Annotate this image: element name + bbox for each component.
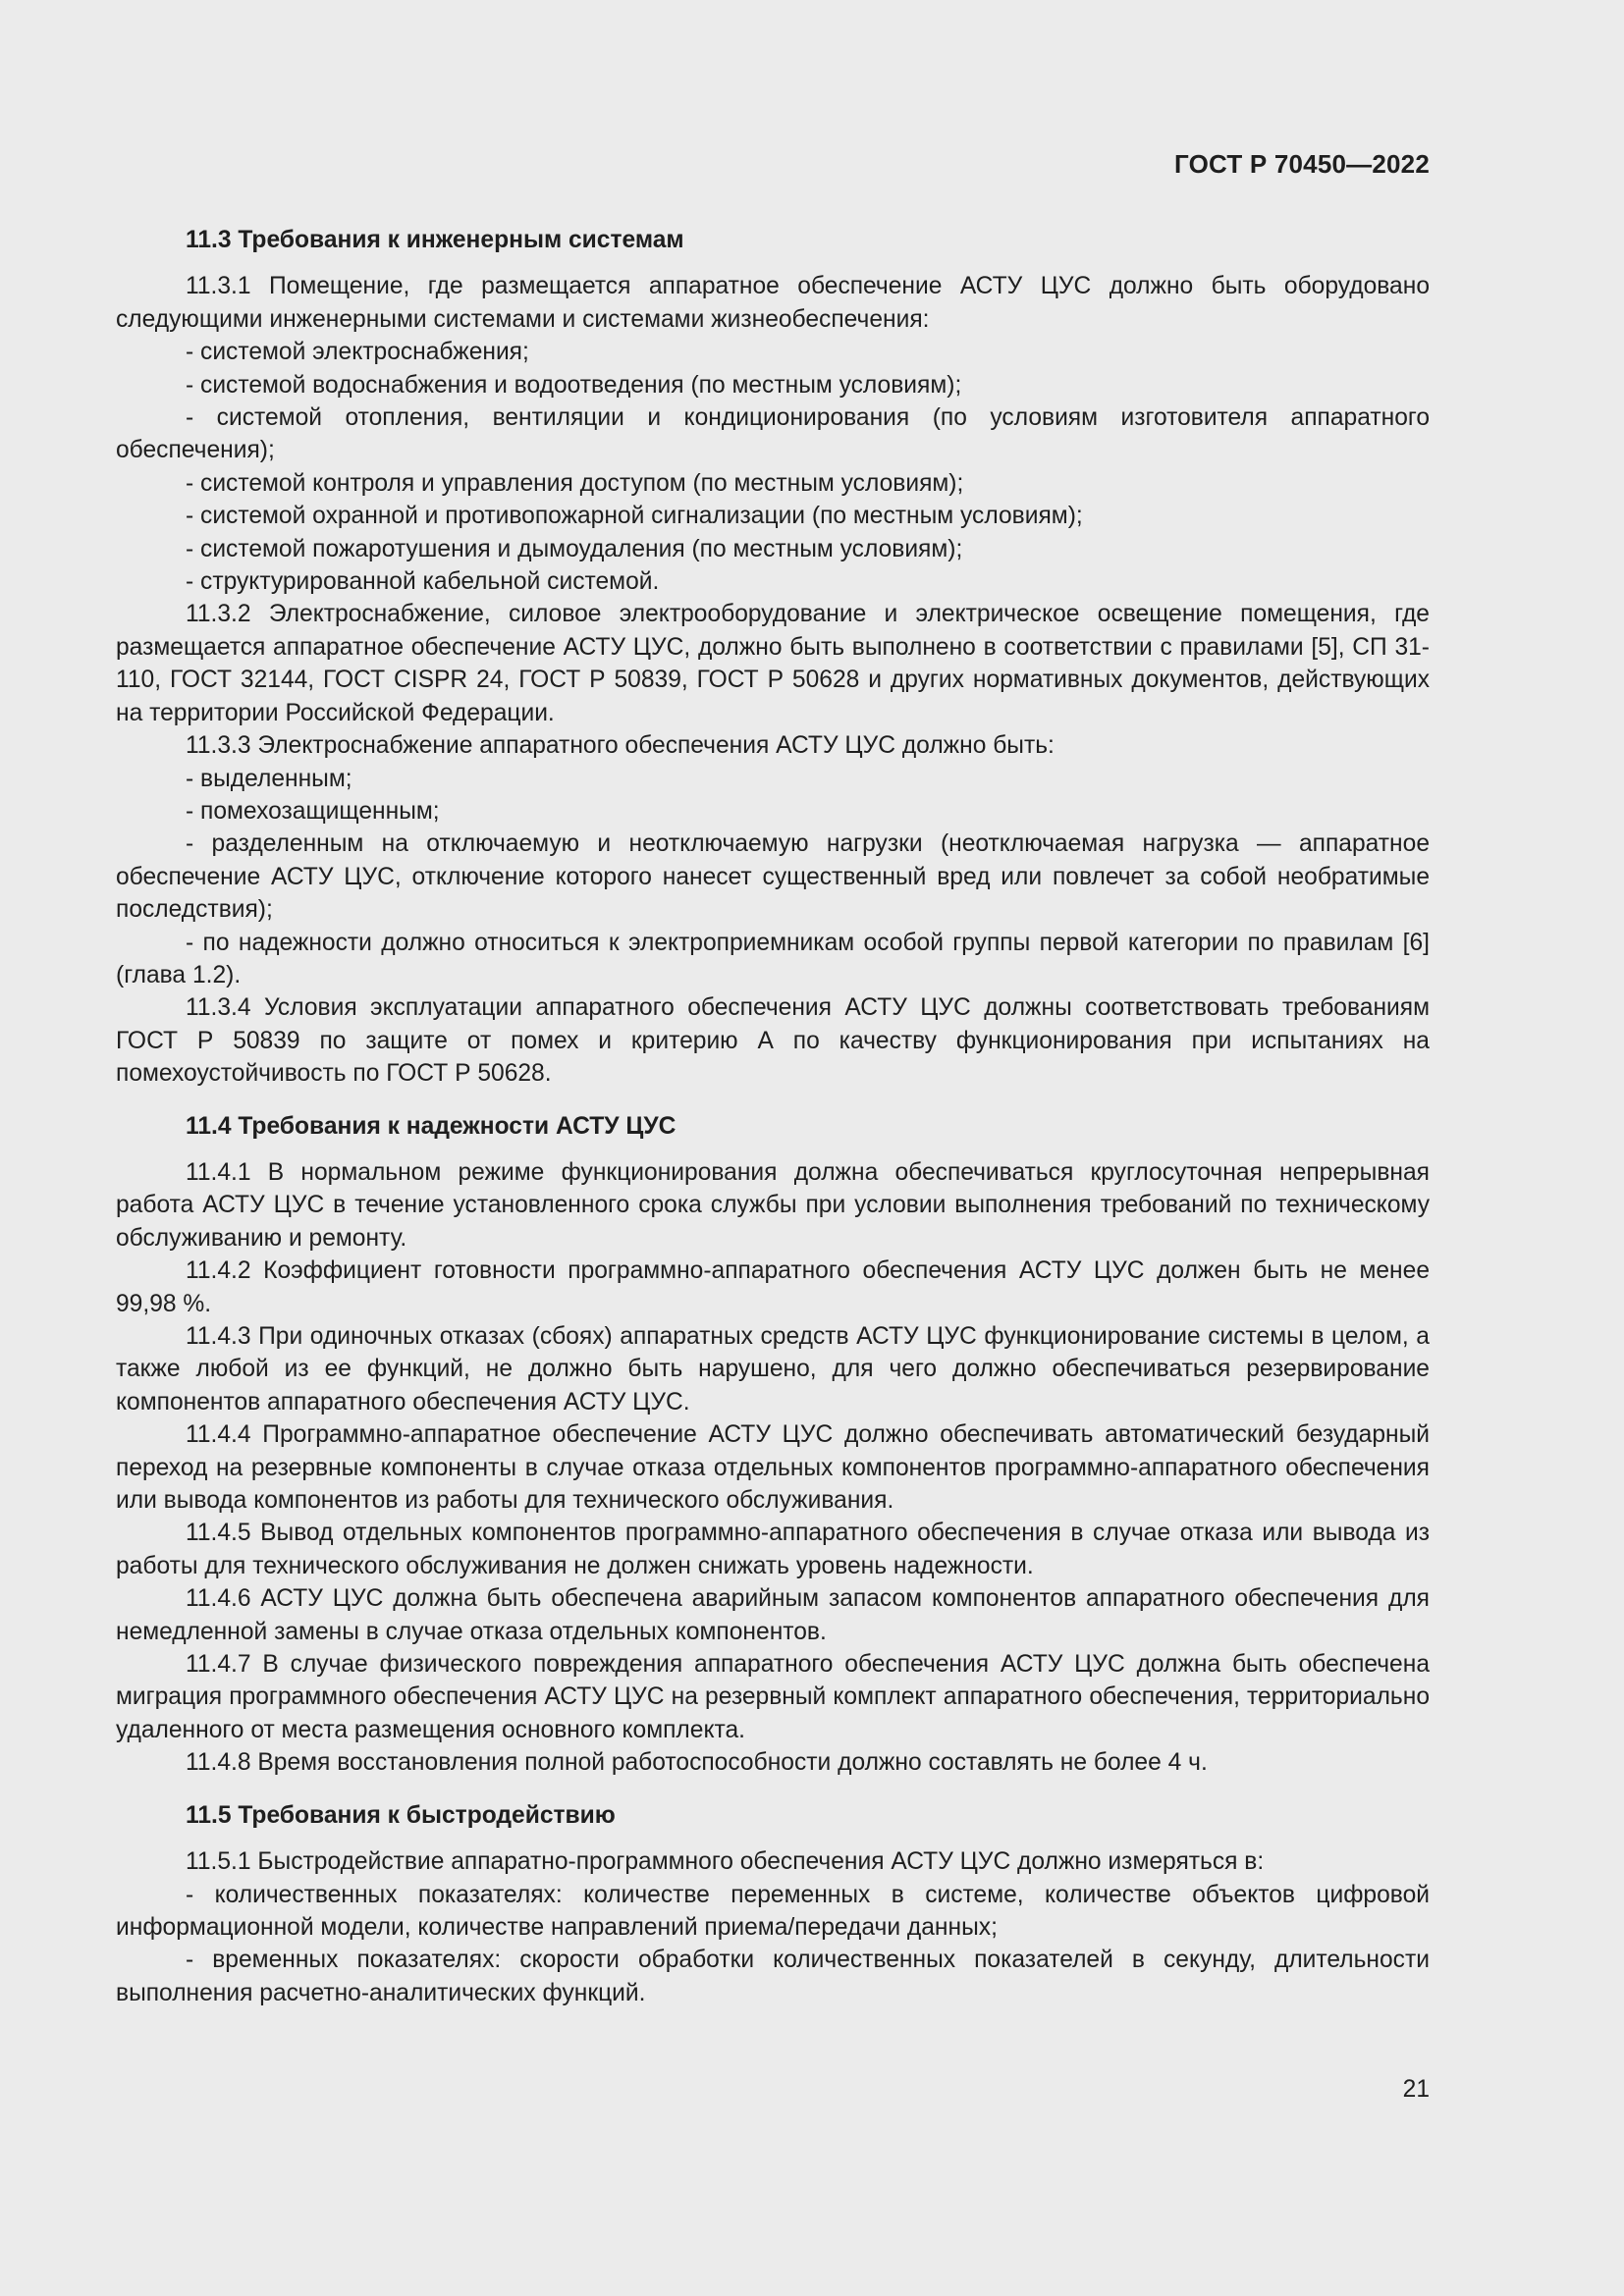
list-item: - разделенным на отключаемую и неотключаемую нагрузки (неотключаемая нагрузка — аппаратное обеспечение АСТУ ЦУС, отключение которого нанесет существенный вред или повлечет за собой необратимые последствия); [116,830,1430,924]
paragraph: 11.3.1 Помещение, где размещается аппаратное обеспечение АСТУ ЦУС должно быть оборудовано следующими инженерными системами и системами жизнеобеспечения: [116,273,1430,333]
paragraph: 11.4.7 В случае физического повреждения аппаратного обеспечения АСТУ ЦУС должна быть обеспечена миграция программного обеспечения АСТУ ЦУС на резервный комплект аппаратного обеспечения, территориально удаленного от места размещения основного комплекта. [116,1651,1430,1743]
paragraph: 11.3.4 Условия эксплуатации аппаратного обеспечения АСТУ ЦУС должны соответствовать требованиям ГОСТ Р 50839 по защите от помех и критерию А по качеству функционирования при испытаниях на помехоустойчивость по ГОСТ Р 50628. [116,994,1430,1088]
list-item: - системой контроля и управления доступом (по местным условиям); [186,469,964,497]
section-heading: 11.4 Требования к надежности АСТУ ЦУС [186,1112,677,1140]
section-11-4 [116,1110,1430,1780]
list-item: - помехозащищенным; [186,797,440,825]
list-item: - структурированной кабельной системой. [186,568,660,596]
paragraph: 11.4.4 Программно-аппаратное обеспечение АСТУ ЦУС должно обеспечивать автоматический безударный переход на резервные компоненты в случае отказа отдельных компонентов программно-аппаратного обеспечения или вывода компонентов из работы для технического обслуживания. [116,1421,1430,1515]
document-body [116,224,1430,2029]
paragraph: 11.3.3 Электроснабжение аппаратного обеспечения АСТУ ЦУС должно быть: [186,732,1055,760]
page-number: 21 [1402,2076,1430,2103]
paragraph: 11.4.8 Время восстановления полной работоспособности должно составлять не более 4 ч. [186,1749,1208,1777]
list-item: - системой отопления, вентиляции и кондиционирования (по условиям изготовителя аппаратного обеспечения); [116,404,1430,464]
list-item: - системой водоснабжения и водоотведения (по местным условиям); [186,371,962,399]
section-heading: 11.5 Требования к быстродействию [186,1801,616,1829]
list-item: - временных показателях: скорости обработки количественных показателей в секунду, длительности выполнения расчетно-аналитических функций. [116,1947,1430,2006]
list-item: - системой электроснабжения; [186,339,529,366]
paragraph: 11.4.3 При одиночных отказах (сбоях) аппаратных средств АСТУ ЦУС функционирование системы в целом, а также любой из ее функций, не должно быть нарушено, для чего должно обеспечиваться резервирование компонентов аппаратного обеспечения АСТУ ЦУС. [116,1323,1430,1415]
document-code: ГОСТ Р 70450—2022 [1174,149,1430,179]
paragraph: 11.4.6 АСТУ ЦУС должна быть обеспечена аварийным запасом компонентов аппаратного обеспечения для немедленной замены в случае отказа отдельных компонентов. [116,1585,1430,1645]
paragraph: 11.5.1 Быстродействие аппаратно-программного обеспечения АСТУ ЦУС должно измеряться в: [186,1848,1265,1876]
list-item: - по надежности должно относиться к электроприемникам особой группы первой категории по правилам [6] (глава 1.2). [116,929,1430,988]
list-item: - системой охранной и противопожарной сигнализации (по местным условиям); [186,503,1083,530]
paragraph: 11.3.2 Электроснабжение, силовое электрооборудование и электрическое освещение помещения, где размещается аппаратное обеспечение АСТУ ЦУС, должно быть выполнено в соответствии с правилами [5], СП 31-110, ГОСТ 32144, ГОСТ CISPR 24, ГОСТ Р 50839, ГОСТ Р 50628 и других нормативных документов, действующих на территории Российской Федерации. [116,601,1430,726]
paragraph: 11.4.1 В нормальном режиме функционирования должна обеспечиваться круглосуточная непрерывная работа АСТУ ЦУС в течение установленного срока службы при условии выполнения требований по техническому обслуживанию и ремонту. [116,1158,1430,1252]
paragraph: 11.4.2 Коэффициент готовности программно-аппаратного обеспечения АСТУ ЦУС должен быть не менее 99,98 %. [116,1257,1430,1317]
list-item: - количественных показателях: количестве переменных в системе, количестве объектов цифровой информационной модели, количестве направлений приема/передачи данных; [116,1881,1430,1941]
section-11-3 [116,224,1430,1091]
section-11-5 [116,1799,1430,2009]
paragraph: 11.4.5 Вывод отдельных компонентов программно-аппаратного обеспечения в случае отказа или вывода из работы для технического обслуживания не должен снижать уровень надежности. [116,1520,1430,1579]
list-item: - выделенным; [186,765,352,792]
section-heading: 11.3 Требования к инженерным системам [186,227,684,253]
list-item: - системой пожаротушения и дымоудаления (по местным условиям); [186,535,963,562]
